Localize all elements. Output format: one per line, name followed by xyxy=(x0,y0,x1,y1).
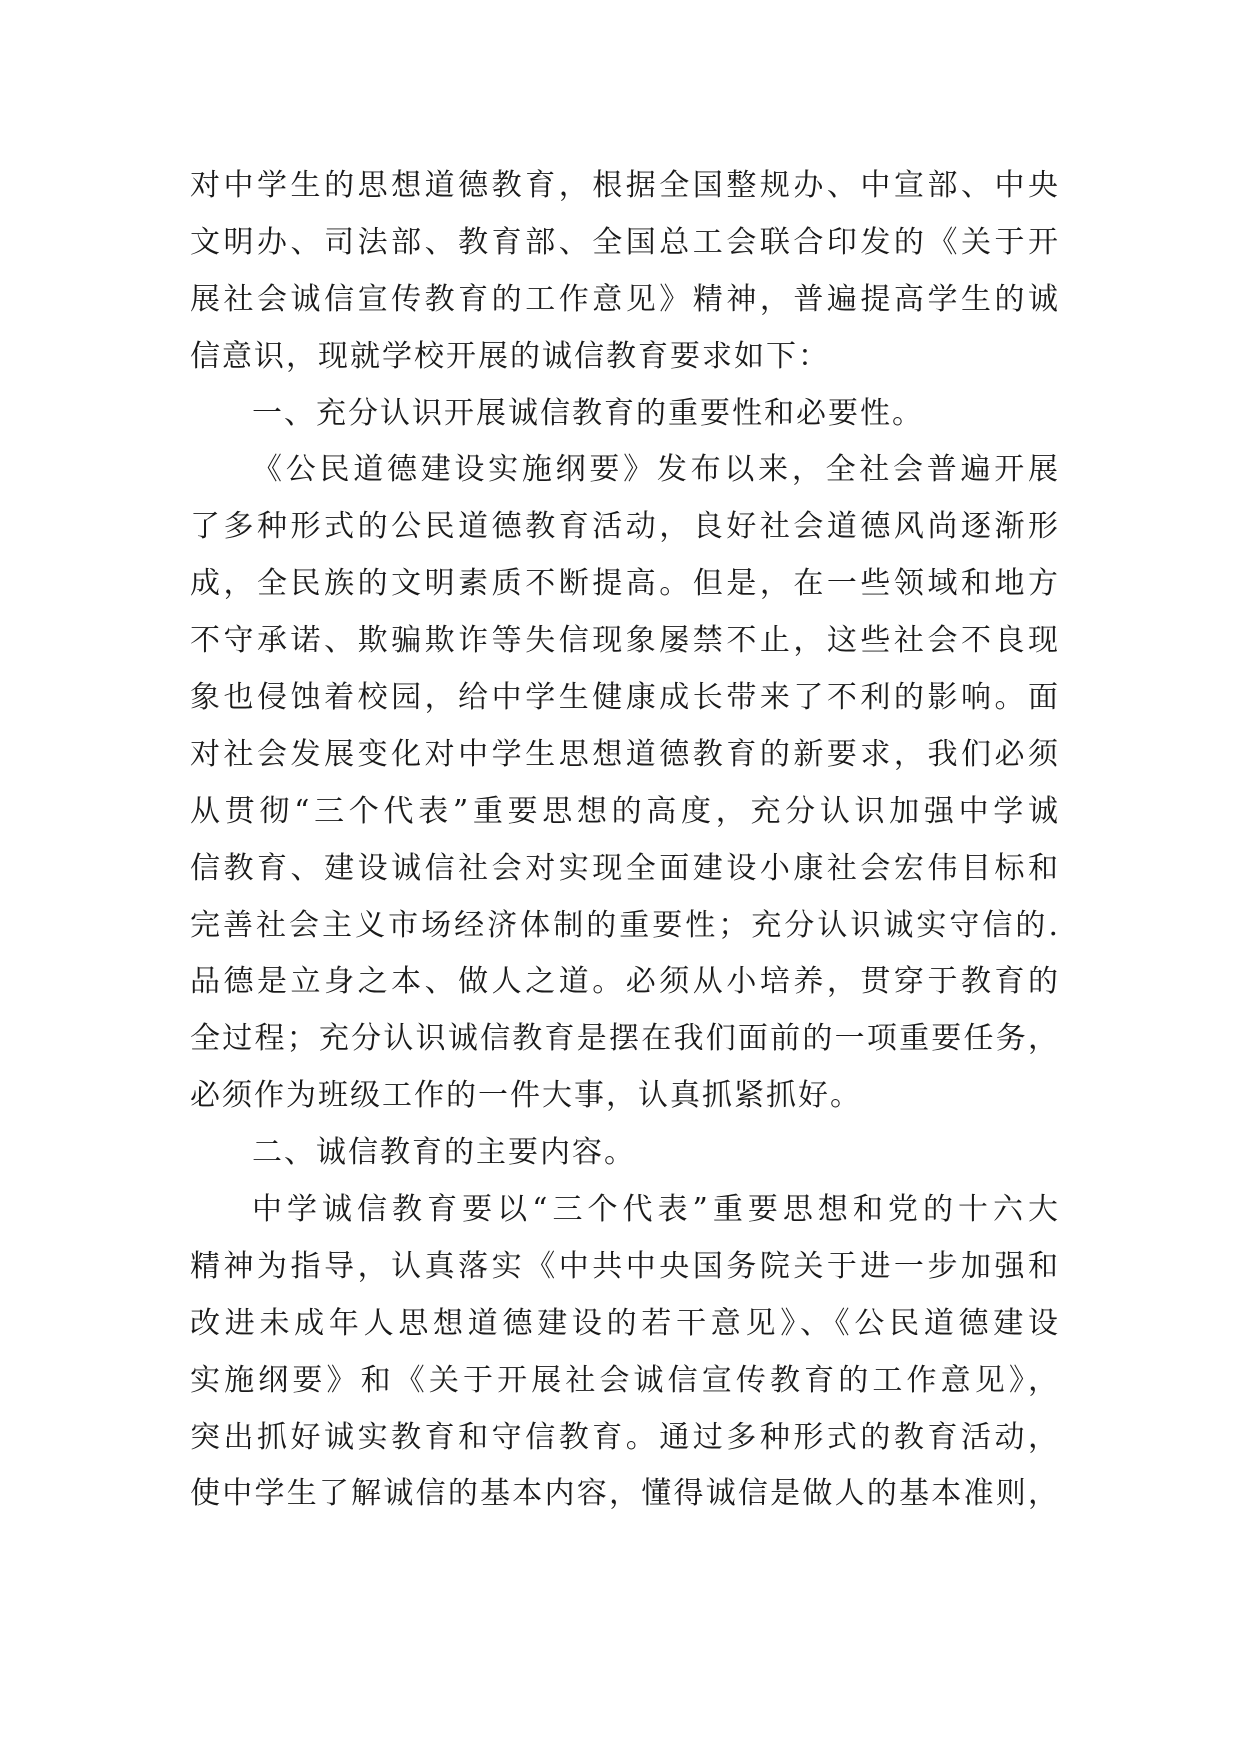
section-heading: 二、诚信教育的主要内容。 xyxy=(252,1135,636,1171)
text-line: 突出抓好诚实教育和守信教育。通过多种形式的教育活动， xyxy=(190,1419,1060,1455)
text-line: 品德是立身之本、做人之道。必须从小培养，贯穿于教育的 xyxy=(190,964,1060,1000)
text-line: 完善社会主义市场经济体制的重要性；充分认识诚实守信的. xyxy=(190,907,1060,943)
text-line: 信意识，现就学校开展的诚信教育要求如下： xyxy=(190,338,830,374)
text-line: 使中学生了解诚信的基本内容，懂得诚信是做人的基本准则， xyxy=(190,1476,1060,1512)
text-line: 精神为指导，认真落实《中共中央国务院关于进一步加强和 xyxy=(190,1248,1060,1284)
text-line: 不守承诺、欺骗欺诈等失信现象屡禁不止，这些社会不良现 xyxy=(190,623,1060,659)
text-line: 实施纲要》和《关于开展社会诚信宣传教育的工作意见》， xyxy=(190,1362,1060,1398)
text-line: 全过程；充分认识诚信教育是摆在我们面前的一项重要任务， xyxy=(190,1021,1060,1057)
text-line: 成，全民族的文明素质不断提高。但是，在一些领域和地方 xyxy=(190,566,1060,602)
text-line: 对中学生的思想道德教育，根据全国整规办、中宣部、中央 xyxy=(190,168,1060,203)
text-line: 《公民道德建设实施纲要》发布以来，全社会普遍开展 xyxy=(252,452,1060,488)
text-line: 改进未成年人思想道德建设的若干意见》、《公民道德建设 xyxy=(190,1305,1060,1341)
text-line: 了多种形式的公民道德教育活动，良好社会道德风尚逐渐形 xyxy=(190,509,1060,545)
text-line: 对社会发展变化对中学生思想道德教育的新要求，我们必须 xyxy=(190,736,1060,772)
section-heading: 一、充分认识开展诚信教育的重要性和必要性。 xyxy=(252,395,924,431)
text-line: 文明办、司法部、教育部、全国总工会联合印发的《关于开 xyxy=(190,224,1060,260)
text-line: 象也侵蚀着校园，给中学生健康成长带来了不利的影响。面 xyxy=(190,680,1060,716)
text-line: 展社会诚信宣传教育的工作意见》精神，普遍提高学生的诚 xyxy=(190,281,1060,317)
document-body xyxy=(190,158,1060,1523)
text-line: 中学诚信教育要以“三个代表”重要思想和党的十六大 xyxy=(252,1192,1060,1228)
text-line: 信教育、建设诚信社会对实现全面建设小康社会宏伟目标和 xyxy=(190,850,1060,886)
text-line: 必须作为班级工作的一件大事，认真抓紧抓好。 xyxy=(190,1078,862,1114)
text-line: 从贯彻“三个代表”重要思想的高度，充分认识加强中学诚 xyxy=(190,793,1060,829)
